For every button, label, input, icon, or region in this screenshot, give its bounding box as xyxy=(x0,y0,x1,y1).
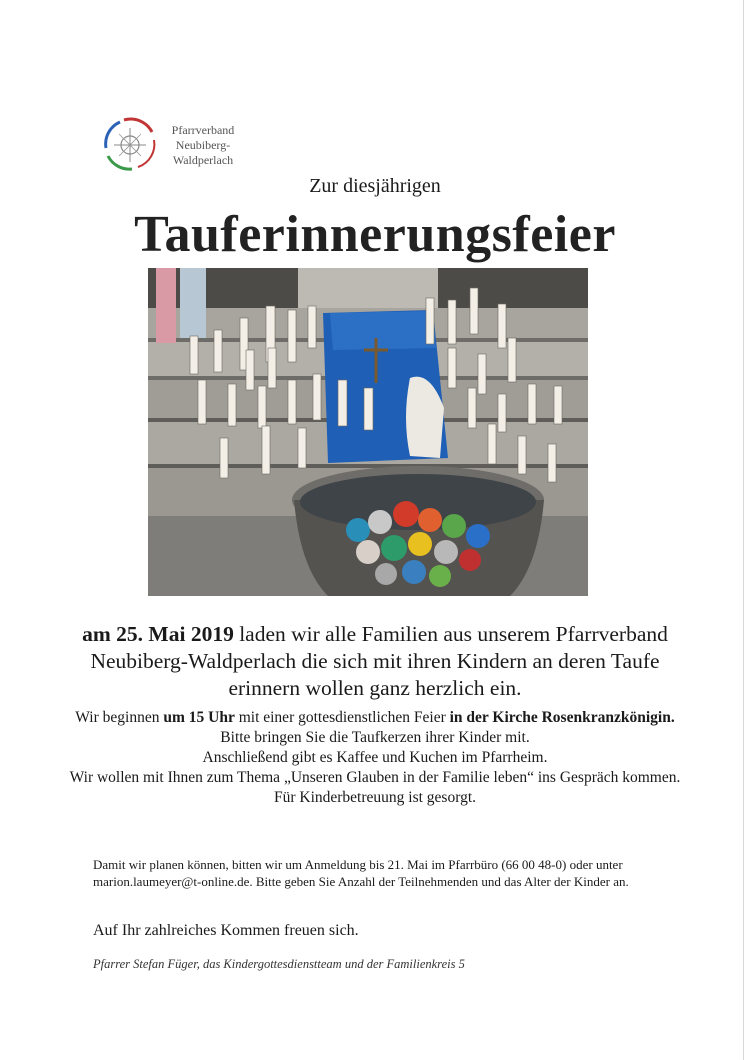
details-line: Für Kinderbetreuung ist gesorgt. xyxy=(273,789,477,806)
parish-logo-icon xyxy=(100,114,160,174)
details-text: mit einer gottesdienstlichen Feier xyxy=(234,709,450,726)
parish-name-line: Neubiberg- xyxy=(175,138,231,152)
details-line: Wir wollen mit Ihnen zum Thema „Unseren Glauben in der Familie leben“ ins Gespräch kommen. xyxy=(69,769,681,786)
event-details xyxy=(60,708,690,808)
signature-line: Pfarrer Stefan Füger, das Kindergottesdienstteam und der Familienkreis 5 xyxy=(93,957,465,971)
details-line: Anschließend gibt es Kaffee und Kuchen im Pfarrheim. xyxy=(202,749,548,766)
baptism-candles-photo xyxy=(148,268,588,596)
parish-name xyxy=(163,123,243,168)
details-line: Bitte bringen Sie die Taufkerzen ihrer Kinder mit. xyxy=(220,729,530,746)
registration-note: Damit wir planen können, bitten wir um Anmeldung bis 21. Mai im Pfarrbüro (66 00 48-0) oder unter marion.laumeyer@t-online.de. Bitte geben Sie Anzahl der Teilnehmenden und das Alter der Kinder an. xyxy=(93,857,629,889)
details-line xyxy=(60,708,690,728)
parish-name-line: Waldperlach xyxy=(172,153,234,167)
event-date: am 25. Mai 2019 xyxy=(82,622,234,646)
page-edge xyxy=(743,0,744,1060)
closing-line: Auf Ihr zahlreiches Kommen freuen sich. xyxy=(93,922,359,939)
church-name: in der Kirche Rosenkranzkönigin. xyxy=(449,709,675,726)
page-title: Tauferinnerungsfeier xyxy=(134,206,616,263)
parish-name-line: Pfarrverband xyxy=(171,123,235,137)
kicker-text: Zur diesjährigen xyxy=(309,175,441,197)
start-time: um 15 Uhr xyxy=(163,709,235,726)
details-text: Wir beginnen xyxy=(75,709,164,726)
invitation-text: laden wir alle Familien aus unserem Pfarrverband Neubiberg-Waldperlach die sich mit ihren Kindern an deren Taufe erinnern wollen ganz herzlich ein. xyxy=(90,622,668,700)
invitation-lead xyxy=(60,621,690,702)
